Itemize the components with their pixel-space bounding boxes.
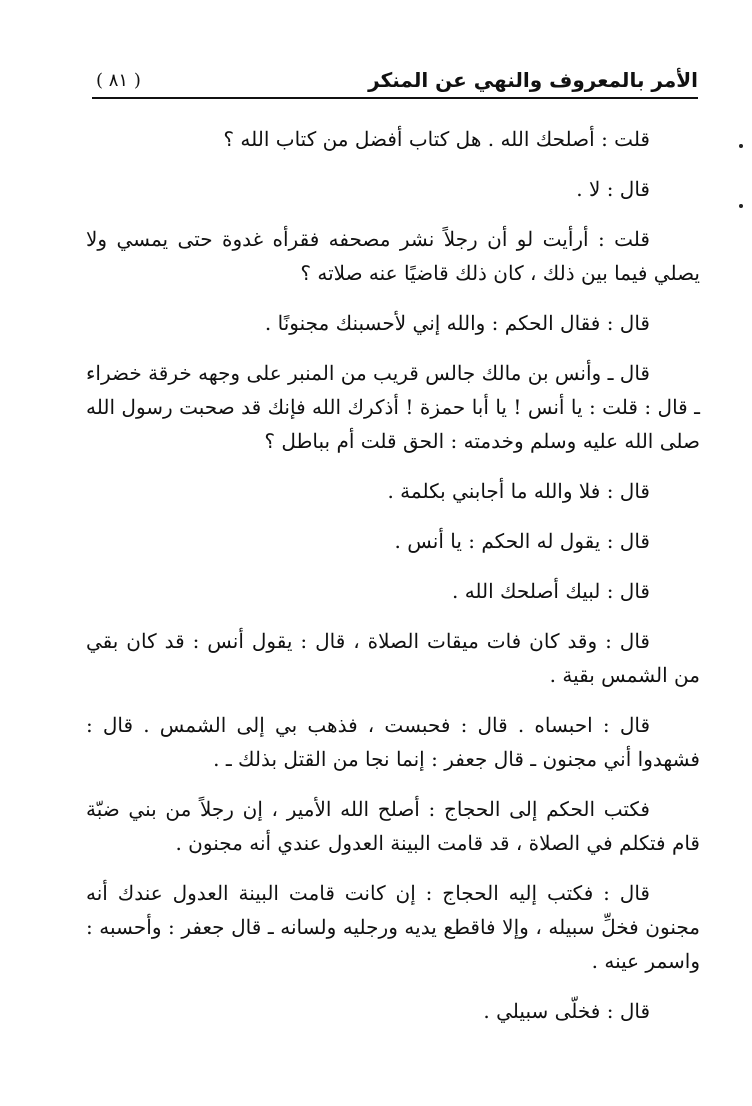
paragraph: قال : فقال الحكم : والله إني لأحسبنك مجنونًا . (264, 311, 650, 335)
paragraph: قال : وقد كان فات ميقات الصلاة ، قال : يقول أنس : قد كان بقي من الشمس بقية . (86, 629, 700, 687)
paragraph: قلت : أصلحك الله . هل كتاب أفضل من كتاب الله ؟ (223, 127, 650, 151)
paragraph: قال : فلا والله ما أجابني بكلمة . (387, 479, 650, 503)
header-rule (92, 97, 698, 99)
paragraph: قلت : أرأيت لو أن رجلاً نشر مصحفه فقرأه غدوة حتى يمسي ولا يصلي فيما بين ذلك ، كان ذلك قاضيًا عنه صلاته ؟ (86, 227, 700, 285)
paragraph: قال : لبيك أصلحك الله . (451, 579, 650, 603)
page-number: ( ٨١ ) (96, 70, 141, 91)
running-title: الأمر بالمعروف والنهي عن المنكر (368, 68, 698, 92)
paragraph: قال : لا . (576, 177, 650, 201)
margin-dot (739, 144, 743, 148)
body-text (86, 122, 700, 1042)
paragraph: قال ـ وأنس بن مالك جالس قريب من المنبر على وجهه خرقة خضراء ـ قال : قلت : يا أنس ! يا أبا حمزة ! أذكرك الله فإنك قد صحبت رسول الله صلى الله عليه وسلم وخدمته : الحق قلت أم بباطل ؟ (86, 361, 700, 453)
page-header (92, 62, 698, 96)
paragraph: قال : فخلّى سبيلي . (483, 999, 650, 1023)
margin-dot (739, 204, 743, 208)
paragraph: قال : احبساه . قال : فحبست ، فذهب بي إلى الشمس . قال : فشهدوا أني مجنون ـ قال جعفر : إنما نجا من القتل بذلك ـ . (86, 713, 700, 771)
paragraph: قال : فكتب إليه الحجاج : إن كانت قامت البينة العدول عندك أنه مجنون فخلِّ سبيله ، وإلا فاقطع يديه ورجليه ولسانه ـ قال جعفر : وأحسبه : واسمر عينه . (86, 881, 700, 973)
paragraph: فكتب الحكم إلى الحجاج : أصلح الله الأمير ، إن رجلاً من بني ضبّة قام فتكلم في الصلاة ، قد قامت البينة العدول عندي أنه مجنون . (86, 797, 700, 855)
paragraph: قال : يقول له الحكم : يا أنس . (394, 529, 650, 553)
